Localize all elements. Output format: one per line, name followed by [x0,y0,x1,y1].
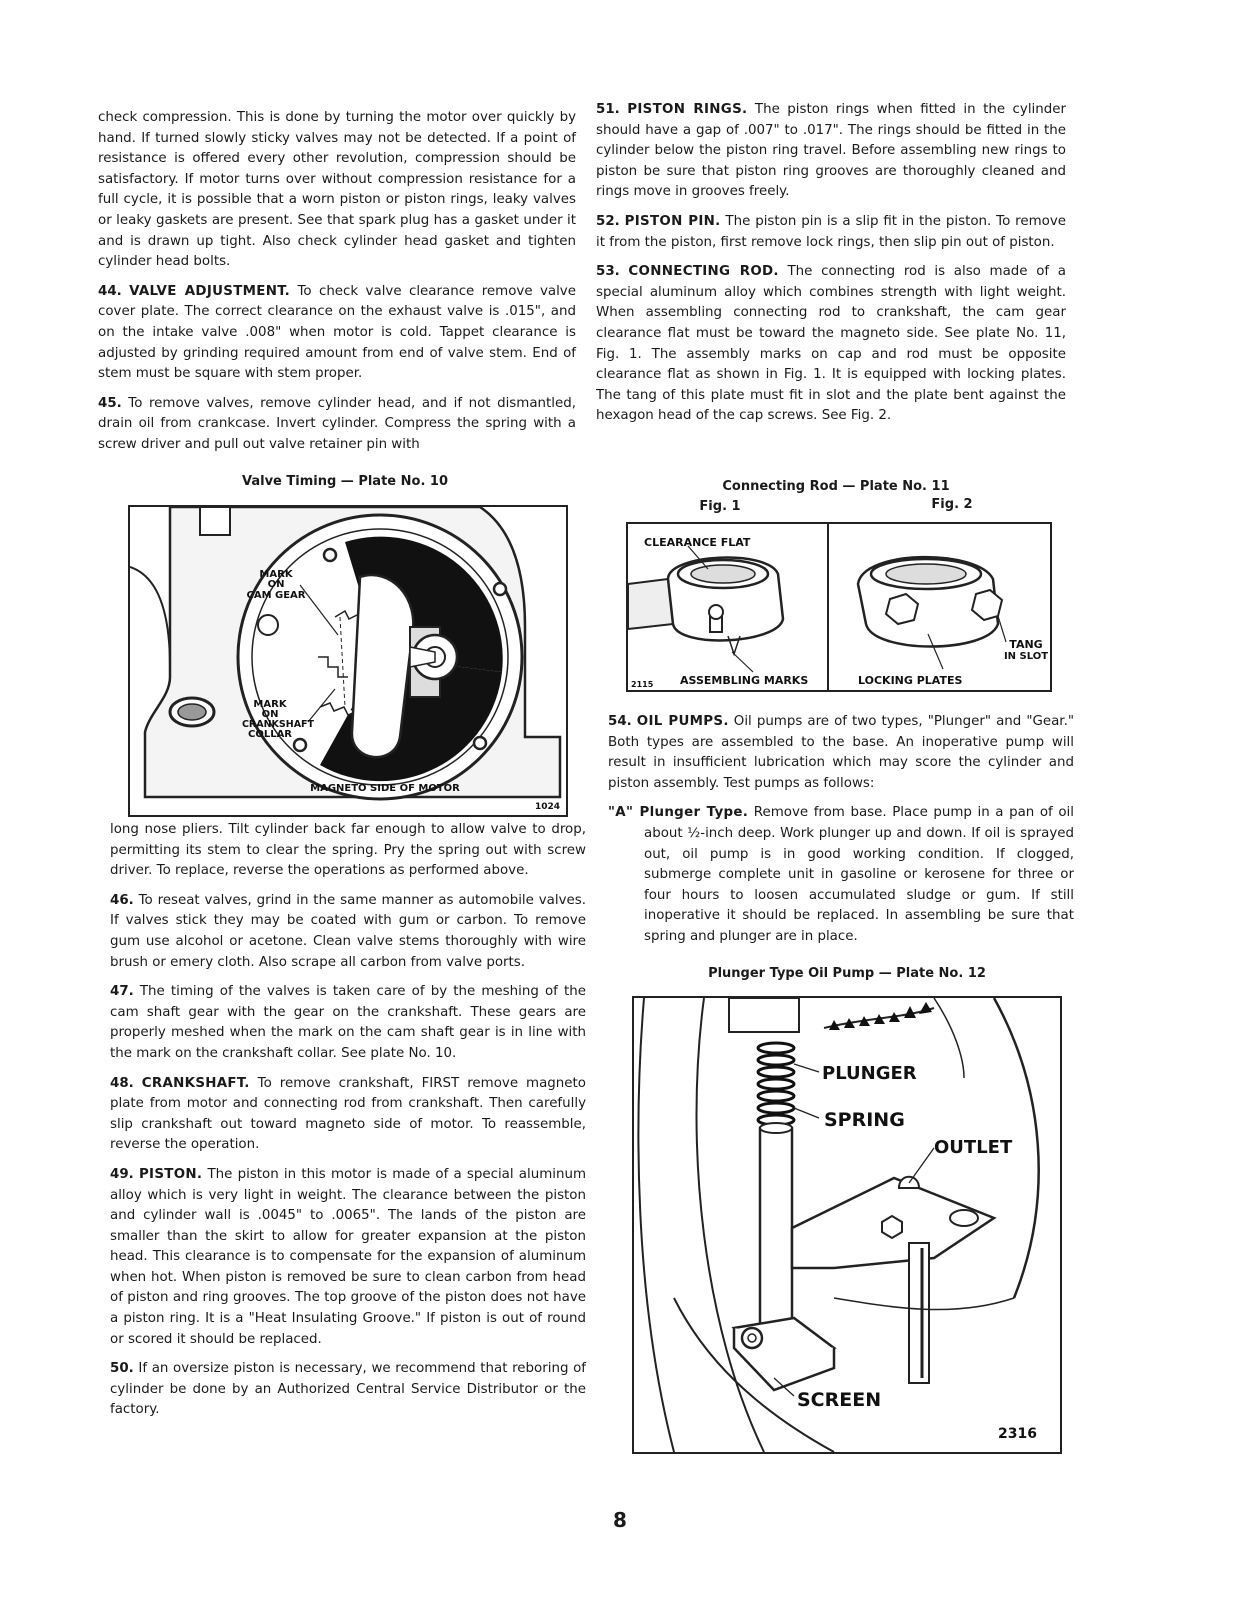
label-mark-cam-2: ON [267,579,285,590]
section-number: 50. [110,1361,134,1377]
label-mark-crank-4: COLLAR [247,729,293,740]
section-heading: PISTON RINGS. [627,102,748,117]
section-50 [110,1359,586,1421]
section-number: 52. [596,213,620,229]
connecting-rod-illustration [628,524,1050,690]
section-number: 54. [608,714,632,729]
section-54 [608,712,1074,794]
section-53 [596,262,1066,427]
section-text: The piston rings when fitted in the cylinder should have a gap of .007" to .017". The rings should be fitted in the cylinder below the piston ring travel. Before assembling new rings to piston be sure that piston ring grooves are thoroughly cleaned and rings move in grooves freely. [596,102,1067,200]
section-text: The timing of the valves is taken care of by the meshing of the cam shaft gear with the gear on the crankshaft. These gears are properly meshed when the mark on the cam shaft gear is in line with the mark on the crankshaft collar. See plate No. 10. [110,984,586,1061]
section-text: To reseat valves, grind in the same manner as automobile valves. If valves stick they may be coated with gum or carbon. To remove gum use alcohol or acetone. Clean valve stems thoroughly with wire brush or emery cloth. Also scrape all carbon from valve ports. [110,892,586,970]
subsection-text: Remove from base. Place pump in a pan of oil about ½-inch deep. Work plunger up and down. If oil is sprayed out, oil pump is in good working condition. If clogged, submerge complete unit in gasoline or kerosene for three or four hours to loosen accumulated sludge or gum. If still inoperative it should be replaced. In assembling be sure that spring and plunger are in place. [644,805,1074,944]
section-text: Oil pumps are of two types, "Plunger" and "Gear." Both types are assembled to the base. An inoperative pump will result in insufficient lubrication which may score the cylinder and piston assembly. Test pumps as follows: [608,714,1074,791]
label-tang-1: TANG [1009,638,1043,651]
section-number: 53. [596,264,620,280]
plate-12-fig-number: 2316 [998,1426,1037,1442]
section-number: 49. [110,1166,134,1182]
section-heading: OIL PUMPS. [636,714,729,729]
right-column-middle [608,712,1074,957]
section-number: 44. [98,283,122,299]
valve-timing-illustration [130,507,566,815]
page-number: 8 [613,1508,627,1532]
plate-11-figure [626,522,1052,692]
label-outlet: OUTLET [934,1137,1013,1158]
section-heading: CRANKSHAFT. [141,1075,250,1091]
left-column-top [98,108,576,465]
plate-12-figure [632,996,1062,1454]
section-number: 48. [110,1075,134,1091]
label-mark-crank-2: ON [261,709,279,720]
section-text: To remove crankshaft, FIRST remove magneto plate from motor and connecting rod from crankshaft. Then carefully slip crankshaft out toward magneto side of motor. To reassemble, reverse the operation. [110,1075,586,1153]
oil-pump-illustration [634,998,1060,1452]
section-text: The piston in this motor is made of a special aluminum alloy which is very light in weight. The clearance between the piston and cylinder wall is .0045" to .0065". The lands of the piston are smaller than the skirt to allow for greater expansion at the piston head. This clearance is to compensate for the expansion of aluminum when hot. When piston is removed be sure to clean carbon from head of piston and ring grooves. The top groove of the piston does not have a piston ring. It is a "Heat Insulating Groove." If piston is out of round or scored it should be replaced. [110,1166,587,1347]
section-number: 45. [98,395,122,411]
section-number: 47. [110,984,134,1000]
label-assembling-marks: ASSEMBLING MARKS [680,674,809,687]
label-mark-cam-3: CAM GEAR [246,590,306,601]
left-column-bottom [110,820,586,1430]
plate-11-fig-1-label: Fig. 1 [699,499,741,514]
section-text: If an oversize piston is necessary, we recommend that reboring of cylinder be done by an Authorized Central Service Distributor or the factory. [110,1361,586,1418]
section-a-plunger-type [608,803,1074,947]
section-text: To remove valves, remove cylinder head, and if not dismantled, drain oil from crankcase. Invert cylinder. Compress the spring with a screw driver and pull out valve retainer pin with [98,395,576,452]
label-mark-crank-1: MARK [253,699,287,710]
section-heading: VALVE ADJUSTMENT. [129,283,291,299]
plate-11-fig-number: 2115 [631,680,654,689]
section-heading: CONNECTING ROD. [628,264,779,280]
section-51 [596,100,1066,203]
section-45-continued: long nose pliers. Tilt cylinder back far enough to allow valve to drop, permitting its stem to clear the spring. Pry the spring out with screw driver. To replace, reverse the operations as performed above. [110,822,586,879]
label-spring: SPRING [824,1109,905,1131]
plate-11-caption: Connecting Rod — Plate No. 11 [722,479,950,494]
right-column-top [596,100,1066,436]
label-magneto-side: MAGNETO SIDE OF MOTOR [310,783,460,794]
label-mark-crank-3: CRANKSHAFT [241,719,315,730]
label-clearance-flat: CLEARANCE FLAT [644,536,751,549]
section-text: To check valve clearance remove valve cover plate. The correct clearance on the exhaust valve is .015", and on the intake valve .008" when motor is cold. Tappet clearance is adjusted by grinding required amount from end of valve stem. End of stem must be square with stem proper. [98,283,576,382]
section-heading: PISTON PIN. [624,213,721,229]
paragraph-compression: check compression. This is done by turning the motor over quickly by hand. If turned slowly sticky valves may not be detected. If a point of resistance is offered every other revolution, compression should be satisfactory. If motor turns over without compression resistance for a full cycle, it is possible that a worn piston or piston rings, leaky valves or leaky gaskets are present. See that spark plug has a gasket under it and is drawn up tight. Also check cylinder head gasket and tighten cylinder head bolts. [98,110,576,270]
label-screen: SCREEN [797,1389,882,1411]
section-48 [110,1074,586,1156]
label-tang-2: IN SLOT [1003,651,1049,662]
section-45 [98,394,576,456]
label-plunger: PLUNGER [822,1063,917,1084]
label-locking-plates: LOCKING PLATES [858,674,963,687]
section-number: 51. [596,102,620,117]
section-text: The connecting rod is also made of a special aluminum alloy which combines strength with light weight. When assembling connecting rod to crankshaft, the cam gear clearance flat must be toward the magneto side. See plate No. 11, Fig. 1. The assembly marks on cap and rod must be opposite clearance flat as shown in Fig. 1. It is equipped with locking plates. The tang of this plate must fit in slot and the plate bent against the hexagon head of the cap screws. See Fig. 2. [596,264,1066,424]
section-46 [110,891,586,973]
section-52 [596,212,1066,253]
section-49 [110,1165,586,1350]
plate-10-figure [128,505,568,817]
section-heading: PISTON. [138,1166,203,1182]
label-mark-cam-1: MARK [259,569,293,580]
plate-10-caption: Valve Timing — Plate No. 10 [241,474,448,489]
section-47 [110,982,586,1064]
section-text: The piston pin is a slip fit in the piston. To remove it from the piston, first remove lock rings, then slip pin out of piston. [596,213,1067,250]
section-number: 46. [110,892,134,908]
plate-11-fig-2-label: Fig. 2 [931,497,973,512]
subsection-heading: "A" Plunger Type. [608,805,749,821]
plate-12-caption: Plunger Type Oil Pump — Plate No. 12 [708,966,986,981]
plate-10-fig-number: 1024 [534,802,560,812]
section-44 [98,282,576,385]
